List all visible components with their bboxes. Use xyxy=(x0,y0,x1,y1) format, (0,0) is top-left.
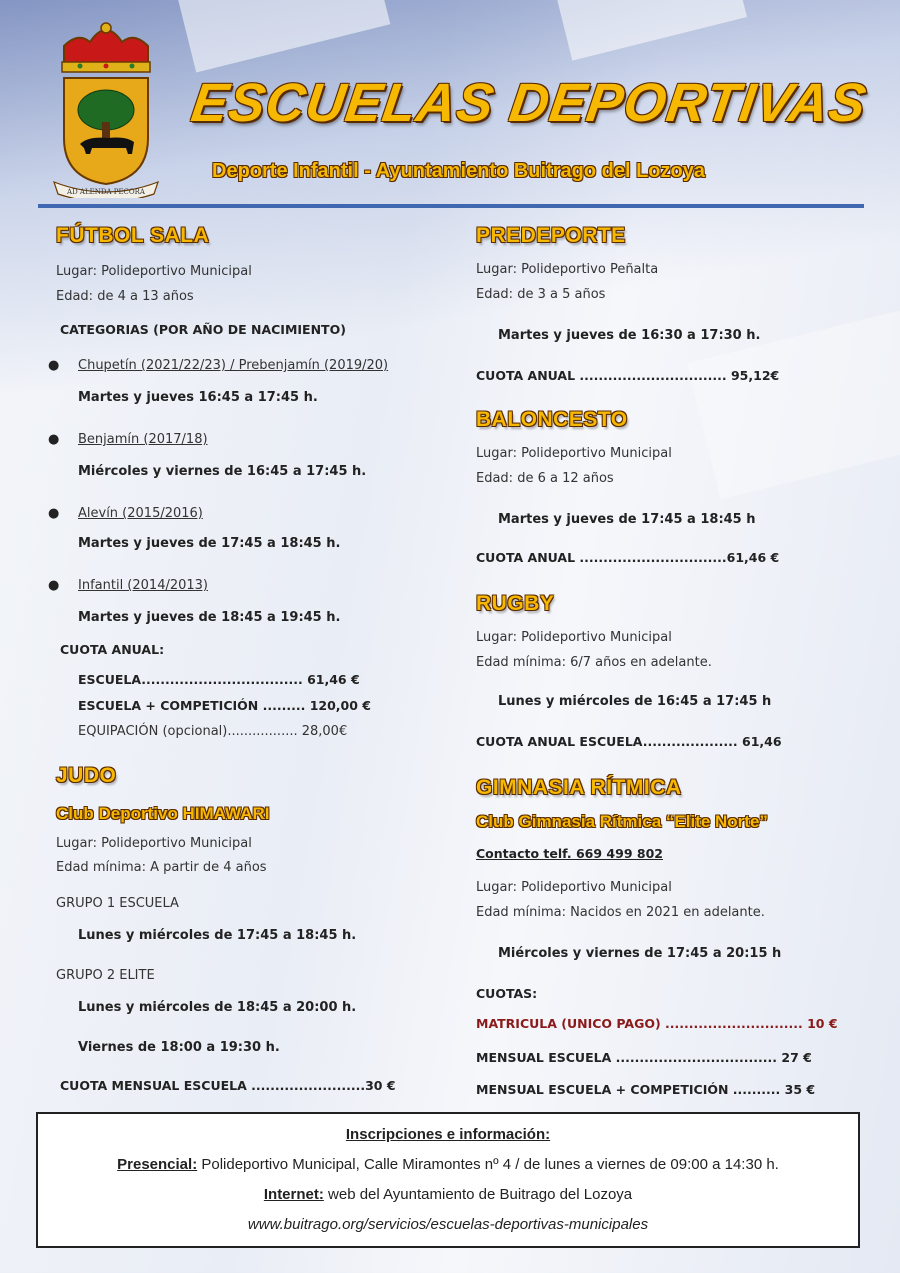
presencial-label: Presencial: xyxy=(117,1156,198,1173)
gimnasia-cuotas-label: CUOTAS: xyxy=(476,986,538,1001)
judo-title: JUDO xyxy=(56,764,117,787)
judo-lugar: Lugar: Polideportivo Municipal xyxy=(56,836,252,851)
gimnasia-matricula: MATRICULA (UNICO PAGO) ............................. 10 € xyxy=(476,1016,838,1031)
predeporte-lugar: Lugar: Polideportivo Peñalta xyxy=(476,262,659,277)
category-schedule: Martes y jueves 16:45 a 17:45 h. xyxy=(78,390,318,405)
internet-label: Internet: xyxy=(263,1186,324,1203)
baloncesto-cuota: CUOTA ANUAL ...............................61,46 € xyxy=(476,550,780,565)
predeporte-edad: Edad: de 3 a 5 años xyxy=(476,287,606,302)
info-internet xyxy=(38,1186,858,1203)
gimnasia-schedule: Miércoles y viernes de 17:45 a 20:15 h xyxy=(498,946,782,961)
futbol-lugar: Lugar: Polideportivo Municipal xyxy=(56,264,252,279)
info-url-link[interactable]: www.buitrago.org/servicios/escuelas-deportivas-municipales xyxy=(247,1216,649,1233)
presencial-text: Polideportivo Municipal, Calle Miramontes nº 4 / de lunes a viernes de 09:00 a 14:30 h. xyxy=(197,1156,779,1173)
category-schedule: Miércoles y viernes de 16:45 a 17:45 h. xyxy=(78,464,367,479)
header-divider xyxy=(38,204,864,208)
baloncesto-schedule: Martes y jueves de 17:45 a 18:45 h xyxy=(498,512,756,527)
judo-grupo1: GRUPO 1 ESCUELA xyxy=(56,896,179,911)
municipal-crest-icon xyxy=(50,18,162,198)
judo-grupo2-schedule1: Lunes y miércoles de 18:45 a 20:00 h. xyxy=(78,1000,357,1015)
category-name: Alevín (2015/2016) xyxy=(78,506,203,521)
subtitle: Deporte Infantil - Ayuntamiento Buitrago del Lozoya xyxy=(212,160,705,182)
rugby-lugar: Lugar: Polideportivo Municipal xyxy=(476,630,672,645)
info-heading: Inscripciones e información: xyxy=(345,1126,551,1143)
gimnasia-contacto: Contacto telf. 669 499 802 xyxy=(476,846,663,861)
gimnasia-mensual-competicion: MENSUAL ESCUELA + COMPETICIÓN .......... 35 € xyxy=(476,1082,816,1097)
category-schedule: Martes y jueves de 17:45 a 18:45 h. xyxy=(78,536,341,551)
rugby-title: RUGBY xyxy=(476,592,555,615)
predeporte-title: PREDEPORTE xyxy=(476,224,626,247)
gimnasia-edad: Edad mínima: Nacidos en 2021 en adelante. xyxy=(476,905,765,920)
category-name: Chupetín (2021/22/23) / Prebenjamín (2019/20) xyxy=(78,358,389,373)
category-schedule: Martes y jueves de 18:45 a 19:45 h. xyxy=(78,610,341,625)
baloncesto-lugar: Lugar: Polideportivo Municipal xyxy=(476,446,672,461)
rugby-edad: Edad mínima: 6/7 años en adelante. xyxy=(476,655,712,670)
category-name: Infantil (2014/2013) xyxy=(78,578,208,593)
predeporte-cuota: CUOTA ANUAL ............................... 95,12€ xyxy=(476,368,780,383)
bullet-icon: ● xyxy=(48,432,60,447)
futbol-edad: Edad: de 4 a 13 años xyxy=(56,289,194,304)
futbol-cuota-escuela: ESCUELA.................................. 61,46 € xyxy=(78,672,360,687)
futbol-cuota-equipacion: EQUIPACIÓN (opcional)................. 28,00€ xyxy=(78,724,348,739)
info-box xyxy=(36,1112,860,1248)
judo-grupo1-schedule: Lunes y miércoles de 17:45 a 18:45 h. xyxy=(78,928,357,943)
judo-edad: Edad mínima: A partir de 4 años xyxy=(56,860,267,875)
futbol-title: FÚTBOL SALA xyxy=(56,224,210,247)
bullet-icon: ● xyxy=(48,578,60,593)
judo-grupo2-schedule2: Viernes de 18:00 a 19:30 h. xyxy=(78,1040,280,1055)
rugby-schedule: Lunes y miércoles de 16:45 a 17:45 h xyxy=(498,694,772,709)
judo-grupo2: GRUPO 2 ELITE xyxy=(56,968,155,983)
bullet-icon: ● xyxy=(48,506,60,521)
bullet-icon: ● xyxy=(48,358,60,373)
predeporte-schedule: Martes y jueves de 16:30 a 17:30 h. xyxy=(498,328,761,343)
main-title: ESCUELAS DEPORTIVAS xyxy=(187,73,871,133)
gimnasia-club: Club Gimnasia Rítmica “Elite Norte” xyxy=(476,812,768,831)
judo-club: Club Deportivo HIMAWARI xyxy=(56,804,270,823)
baloncesto-title: BALONCESTO xyxy=(476,408,628,431)
info-presencial xyxy=(38,1156,858,1173)
baloncesto-edad: Edad: de 6 a 12 años xyxy=(476,471,614,486)
internet-text: web del Ayuntamiento de Buitrago del Lozoya xyxy=(323,1186,633,1203)
rugby-cuota: CUOTA ANUAL ESCUELA.................... 61,46 xyxy=(476,734,782,749)
gimnasia-mensual: MENSUAL ESCUELA .................................. 27 € xyxy=(476,1050,812,1065)
futbol-cuota-label: CUOTA ANUAL: xyxy=(60,642,165,657)
category-name: Benjamín (2017/18) xyxy=(78,432,208,447)
svg-text:AD ALENDA PECORA: AD ALENDA PECORA xyxy=(67,188,145,196)
gimnasia-lugar: Lugar: Polideportivo Municipal xyxy=(476,880,672,895)
futbol-cuota-competicion: ESCUELA + COMPETICIÓN ......... 120,00 € xyxy=(78,698,371,713)
futbol-categorias-label: CATEGORIAS (POR AÑO DE NACIMIENTO) xyxy=(60,322,346,337)
judo-cuota: CUOTA MENSUAL ESCUELA ........................30 € xyxy=(60,1078,396,1093)
gimnasia-title: GIMNASIA RÍTMICA xyxy=(476,776,682,799)
